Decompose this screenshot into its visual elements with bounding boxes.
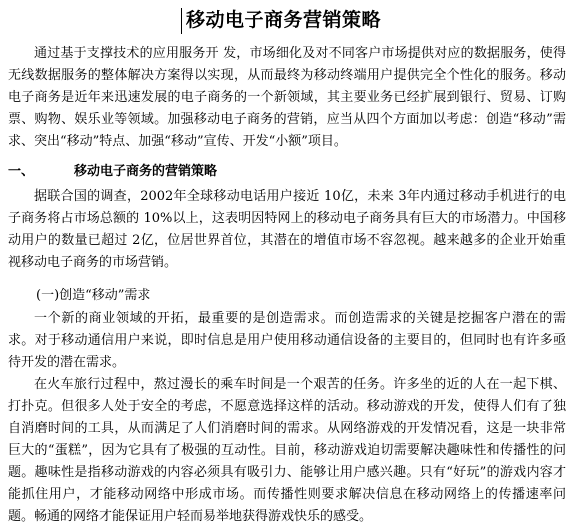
section-title: 移动电子商务的营销策略 [74,164,218,179]
document-title: 移动电子商务营销策略 [186,9,382,31]
subsection-paragraph-2: 在火车旅行过程中，熬过漫长的乘车时间是一个艰苦的任务。许多坐的近的人在一起下棋、打扑克。但很多人处于安全的考虑，不愿意选择这样的活动。移动游戏的开发，使得人们有了独自消磨时间的工具，从而满足了人们消磨时间的需求。从网络游戏的开发情况看，这是一块非常巨大的“蛋糕”，因为它具有了极强的互动性。目前，移动游戏迫切需要解决趣味性和传播性的问题。趣味性是指移动游戏的内容必须具有吸引力、能够让用户感兴趣。只有“好玩”的游戏内容才能抓住用户，才能移动网络中形成市场。而传播性则要求解决信息在移动网络上的传播速率问题。畅通的网络才能保证用户轻而易举地获得游戏快乐的感受。 [8,377,566,524]
section-number: 一、 [8,164,35,179]
intro-paragraph: 通过基于支撑技术的应用服务开 发，市场细化及对不同客户市场提供对应的数据服务，使得无线数据服务的整体解决方案得以实现，从而最终为移动终端用户提供完全个性化的服务。移动电子商务是近年来迅速发展的电子商务的一个新领域，其主要业务已经扩展到银行、贸易、订购票、购物、娱乐业等领域。加强移动电子商务的营销，应当从四个方面加以考虑：创造“移动”需求、突出“移动”特点、加强“移动”宣传、开发“小额”项目。 [8,46,566,149]
subsection-paragraph-1: 一个新的商业领域的开拓，最重要的是创造需求。而创造需求的关键是挖掘客户潜在的需求。对于移动通信用户来说，即时信息是用户使用移动通信设备的主要目的，但同时也有许多亟待开发的潜在需求。 [8,311,566,370]
text-cursor [181,8,182,34]
section-paragraph: 据联合国的调查，2002年全球移动电话用户接近 10亿，未来 3年内通过移动手机进行的电子商务将占市场总额的 10%以上，这表明因特网上的移动电子商务具有巨大的市场潜力。中国移动用户的数量已超过 2亿，位居世界首位，其潜在的增值市场不容忽视。越来越多的企业开始重视移动电子商务的市场营销。 [8,189,566,270]
subsection-heading: (一)创造“移动”需求 [36,288,151,303]
section-heading [8,161,566,183]
